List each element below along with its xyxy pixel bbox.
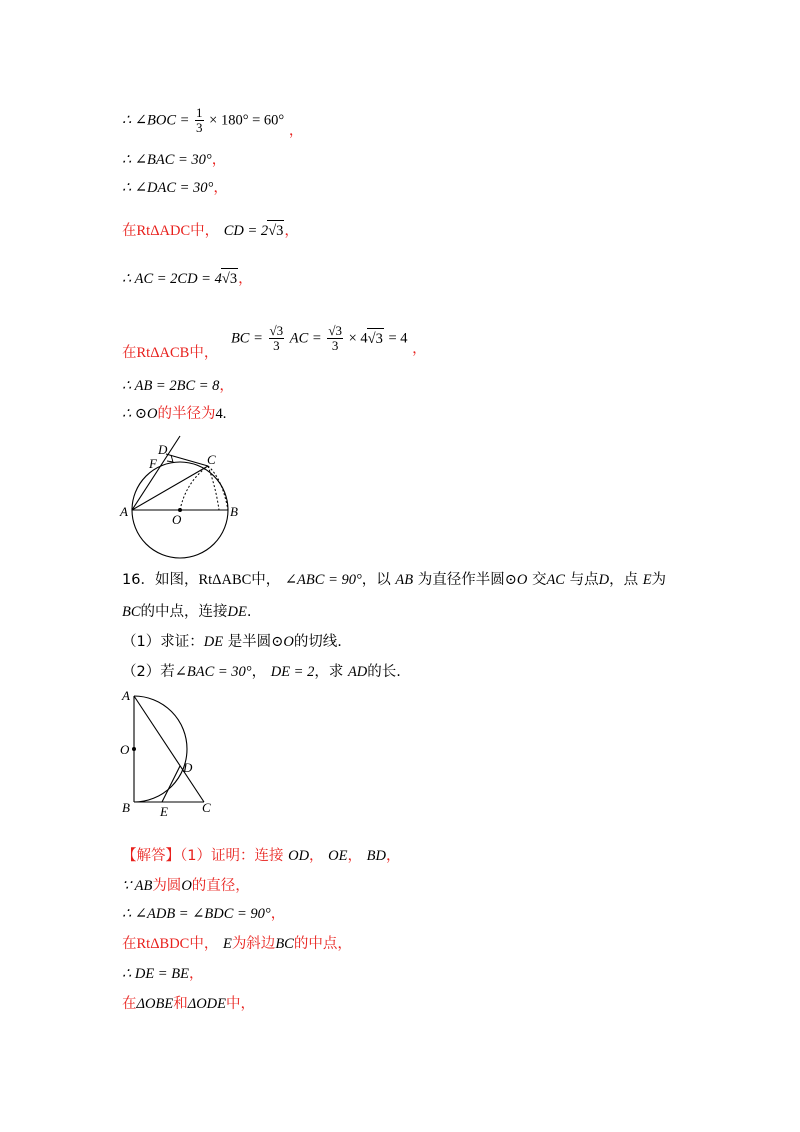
label-d: D [158,442,168,457]
fraction-root3-over-3: $\frac{√3}{3}$ [269,323,284,353]
semicircle-figure [116,686,226,820]
fraction-root3-over-3: $\frac{√3}{3}$ [328,323,342,353]
label-a: A [120,504,128,519]
step-bc: 在RtΔACB中， BC = $\frac{√3}{3}$ AC = $\frac{√3}{3}$ × 4√3 = 4 ， [122,323,427,361]
solution-line4: 在RtΔBDC中， E为斜边BC的中点， [122,936,352,952]
problem-16-line2: BC的中点，连接DE. [122,604,252,620]
step-ac: ∴ AC = 2CD = 4√3， [122,268,253,289]
label-c: C [202,800,211,815]
solution-line2: ∵ AB为圆O的直径， [122,878,250,894]
solution-line5: ∴ DE = BE， [122,966,204,982]
sqrt-sign: √3 [267,220,284,241]
step-ab: ∴ AB = 2BC = 8， [122,378,234,394]
fraction-one-third: $\frac{1}{3}$ [196,105,203,135]
label-a: A [122,688,130,703]
label-b: B [230,504,238,519]
problem-16-part1: （1）求证：DE 是半圆⊙O的切线. [122,634,342,650]
solution-line3: ∴ ∠ADB = ∠BDC = 90°， [122,906,286,922]
label-c: C [207,452,216,467]
step-boc: ∴ ∠BOC = $\frac{1}{3}$ × 180° = 60° ， [122,105,304,139]
label-f: F [149,456,157,471]
label-e: E [160,804,168,819]
sqrt-sign: √3 [221,268,238,289]
step-bac: ∴ ∠BAC = 30°， [122,152,227,168]
label-d: D [183,760,193,775]
solution-line1: 【解答】（1）证明：连接 OD， OE， BD， [122,848,401,864]
step-radius: ∴ ⊙O的半径为4. [122,406,227,422]
step-cd: 在RtΔADC中， CD = 2√3， [122,220,299,241]
label-o: O [120,742,130,757]
label-b: B [122,800,130,815]
step-dac: ∴ ∠DAC = 30°， [122,180,228,196]
circle-figure [116,430,252,560]
problem-16-part2: （2）若∠BAC = 30°， DE = 2，求 AD的长. [122,664,401,680]
problem-16-line1: 16．如图，RtΔABC中， ∠ABC = 90°，以 AB 为直径作半圆⊙O 交AC 与点D，点 E为 [122,572,667,588]
label-o: O [172,512,182,527]
solution-line6: 在ΔOBE和ΔODE中， [122,996,256,1012]
